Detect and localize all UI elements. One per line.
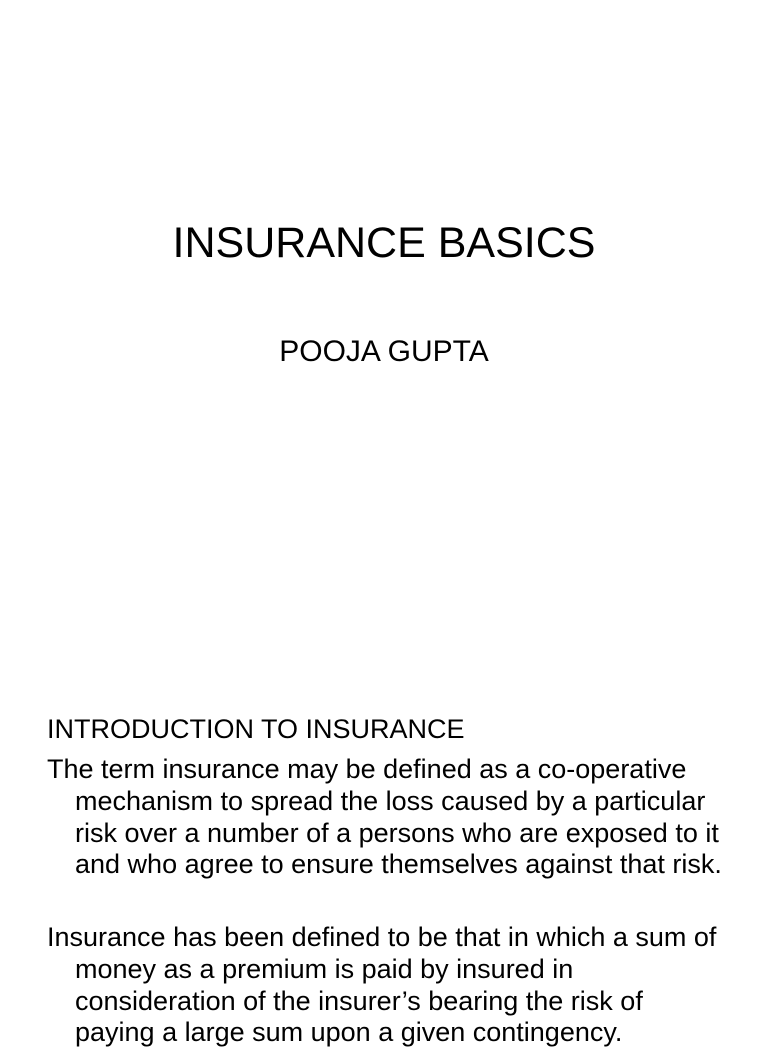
definition-paragraph: The term insurance may be defined as a co-operative mechanism to spread the loss caused by a particular risk over a number of a persons who are exposed to it and who agree to ensure themselves against that risk.: [47, 754, 722, 880]
content-slide: [0, 700, 768, 1048]
slide-title: INSURANCE BASICS: [172, 219, 596, 267]
slide-author: POOJA GUPTA: [279, 335, 489, 368]
content-heading: INTRODUCTION TO INSURANCE: [47, 714, 465, 744]
definition-paragraph: Insurance has been defined to be that in which a sum of money as a premium is paid by insured in consideration of the insurer’s bearing the risk of paying a large sum upon a given contingency.: [47, 922, 717, 1048]
